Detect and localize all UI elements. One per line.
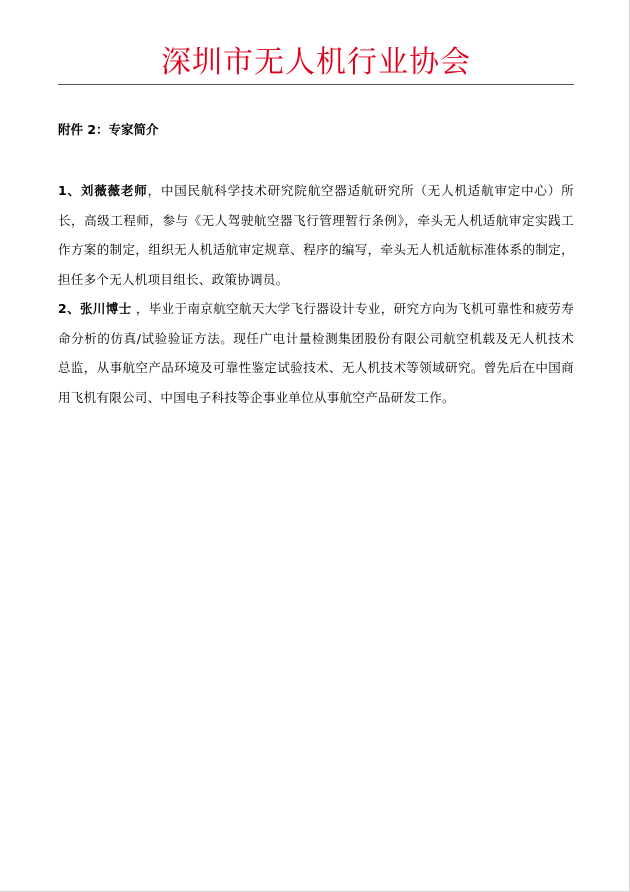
expert-entry-2	[58, 294, 574, 412]
letterhead-title: 深圳市无人机行业协会	[161, 45, 471, 80]
expert-1-bio: 中国民航科学技术研究院航空器适航研究所（无人机适航审定中心）所长，高级工程师，参与《无人驾驶航空器飞行管理暂行条例》，牵头无人机适航审定实践工作方案的制定，组织无人机适航审定规章、程序的编写，牵头无人机适航标准体系的制定，担任多个无人机项目组长、政策协调员。	[58, 183, 574, 287]
expert-2-separator: ，	[131, 301, 149, 316]
expert-2-bio: 毕业于南京航空航天大学飞行器设计专业，研究方向为飞机可靠性和疲劳寿命分析的仿真/试验验证方法。现任广电计量检测集团股份有限公司航空机载及无人机技术总监，从事航空产品环境及可靠性鉴定试验技术、无人机技术等领域研究。曾先后在中国商用飞机有限公司、中国电子科技等企事业单位从事航空产品研发工作。	[58, 301, 574, 405]
attachment-heading: 附件 2：专家简介	[58, 122, 159, 137]
letterhead-divider	[58, 84, 574, 85]
expert-1-separator: ，	[147, 183, 161, 198]
expert-2-name: 2、张川博士	[58, 301, 132, 316]
expert-1-name: 1、刘薇薇老师	[58, 183, 148, 198]
expert-entry-1	[58, 176, 574, 294]
